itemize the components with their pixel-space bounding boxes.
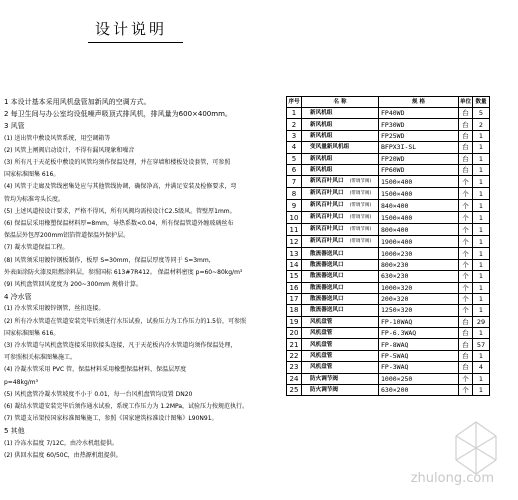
row-qty: 1 xyxy=(473,153,490,164)
table-row xyxy=(287,212,490,224)
row-unit: 台 xyxy=(459,108,473,119)
row-unit: 个 xyxy=(459,385,473,396)
row-no: 1 xyxy=(287,108,302,119)
table-row xyxy=(287,305,490,316)
row-spec: 630×200 xyxy=(379,385,459,396)
row-name xyxy=(302,119,379,130)
row-qty: 1 xyxy=(473,328,490,339)
table-row xyxy=(287,224,490,236)
row-spec: FP-3WAQ xyxy=(379,362,459,373)
note-line: (2) 所有冷水管道在管道安装完毕后须进行水压试验，试验压力为工作压力的1.5倍，可参照 xyxy=(4,317,246,325)
row-qty: 1 xyxy=(473,200,490,212)
table-row xyxy=(287,236,490,248)
table-row xyxy=(287,362,490,373)
table-row xyxy=(287,164,490,175)
table-row xyxy=(287,328,490,339)
row-name-text: 新风机组 xyxy=(310,110,333,117)
row-no: 5 xyxy=(287,153,302,164)
table-row xyxy=(287,316,490,327)
note-line: (5) 上述风道按设计要求，严格不得风，所有风阀均需按设计C2.5级风。管壁厚1mm。 xyxy=(4,207,236,215)
row-qty: 1 xyxy=(473,164,490,175)
note-line: (6) 凝结水管道安装完毕后须作通水试验，系统工作压力为 1.2MPa，试验压力按规范执行。 xyxy=(4,403,249,410)
row-unit: 个 xyxy=(459,200,473,212)
row-name-text: 新风百叶风口 xyxy=(310,238,344,245)
row-unit: 台 xyxy=(459,119,473,130)
row-no: 14 xyxy=(287,259,302,270)
table-row xyxy=(287,130,490,141)
row-name xyxy=(302,153,379,164)
note-line: (2) 风管上闸阀启动设计，不得有漏风现象和噪音 xyxy=(4,146,135,154)
row-no: 23 xyxy=(287,362,302,373)
row-no: 20 xyxy=(287,328,302,339)
row-spec: FP60WD xyxy=(379,164,459,175)
row-spec: FP-6.3WAQ xyxy=(379,328,459,339)
note-line: (1) 冷冻水温度 7/12C，由冷水机组提供。 xyxy=(4,439,118,447)
row-name-text: 散流器送风口 xyxy=(310,296,344,303)
row-spec: 800×230 xyxy=(379,259,459,270)
table-row xyxy=(287,108,490,119)
row-no: 22 xyxy=(287,350,302,361)
row-spec: 1000×250 xyxy=(379,373,459,384)
row-qty: 1 xyxy=(473,236,490,248)
note-line: 管均为标准弯头长度。 xyxy=(4,195,65,203)
table-row xyxy=(287,119,490,130)
row-spec: FP-5WAQ xyxy=(379,350,459,361)
row-name xyxy=(302,142,379,153)
table-row xyxy=(287,373,490,384)
row-unit: 个 xyxy=(459,176,473,188)
row-unit: 个 xyxy=(459,188,473,200)
row-spec: 840×400 xyxy=(379,200,459,212)
row-name-text: 新风机组 xyxy=(310,132,333,139)
row-unit: 个 xyxy=(459,271,473,282)
row-name-text: 散流器送风口 xyxy=(310,307,344,314)
row-unit: 个 xyxy=(459,373,473,384)
row-qty: 1 xyxy=(473,142,490,153)
note-line: 2 每卫生间与办公室均设低噪声吸顶式排风机，排风量为600×400mm。 xyxy=(4,110,232,119)
row-name-text: 新风百叶风口 xyxy=(310,214,344,221)
row-unit: 台 xyxy=(459,130,473,141)
row-name-text: 防火调节阀 xyxy=(310,375,338,382)
row-qty: 1 xyxy=(473,259,490,270)
note-line: 5 其他 xyxy=(4,427,25,436)
row-no: 25 xyxy=(287,385,302,396)
table-row xyxy=(287,188,490,200)
row-name-note: (带调节阀) xyxy=(349,227,372,233)
row-spec: FP20WD xyxy=(379,153,459,164)
row-name xyxy=(302,108,379,119)
row-spec: 800×400 xyxy=(379,224,459,236)
row-qty: 29 xyxy=(473,316,490,327)
header-qty: 数量 xyxy=(473,97,490,108)
row-spec: 1250×320 xyxy=(379,305,459,316)
row-name-text: 新风百叶风口 xyxy=(310,190,344,197)
row-name xyxy=(302,373,379,384)
row-no: 3 xyxy=(287,130,302,141)
row-no: 17 xyxy=(287,293,302,304)
row-name-text: 风机盘管 xyxy=(310,341,333,348)
row-no: 7 xyxy=(287,176,302,188)
table-header-row xyxy=(287,97,490,108)
note-line: 保温层外包厚200mm铝箔管道保温外保护层。 xyxy=(4,232,130,240)
row-no: 19 xyxy=(287,316,302,327)
row-unit: 个 xyxy=(459,282,473,293)
row-name-text: 新风机组 xyxy=(310,167,333,174)
row-no: 13 xyxy=(287,248,302,259)
row-no: 21 xyxy=(287,339,302,350)
row-qty: 1 xyxy=(473,350,490,361)
row-name xyxy=(302,339,379,350)
row-spec: 1500×400 xyxy=(379,212,459,224)
row-no: 12 xyxy=(287,236,302,248)
row-name xyxy=(302,362,379,373)
row-name-note: (带调节阀) xyxy=(349,179,372,185)
row-name xyxy=(302,316,379,327)
watermark-text: zhulong.com xyxy=(410,471,494,486)
row-no: 24 xyxy=(287,373,302,384)
row-name-note: (带调节阀) xyxy=(349,215,372,221)
row-unit: 台 xyxy=(459,153,473,164)
row-qty: 1 xyxy=(473,373,490,384)
row-name-text: 散流器送风口 xyxy=(310,250,344,257)
row-unit: 台 xyxy=(459,142,473,153)
row-name-text: 新风机组 xyxy=(310,121,333,128)
note-line: 1 本设计基本采用风机盘管加新风的空调方式。 xyxy=(4,98,151,106)
row-qty: 1 xyxy=(473,130,490,141)
row-unit: 台 xyxy=(459,164,473,175)
row-name-text: 风机盘管 xyxy=(310,330,333,337)
row-qty: 57 xyxy=(473,339,490,350)
row-name-text: 风机盘管 xyxy=(310,353,333,360)
row-name xyxy=(302,248,379,259)
row-qty: 1 xyxy=(473,305,490,316)
table-row xyxy=(287,293,490,304)
row-qty: 1 xyxy=(473,282,490,293)
document-title: 设计说明 xyxy=(95,20,168,38)
note-line: 4 冷水管 xyxy=(4,293,32,302)
row-spec: 1500×400 xyxy=(379,188,459,200)
row-name-text: 新风百叶风口 xyxy=(310,226,344,233)
row-no: 4 xyxy=(287,142,302,153)
row-unit: 个 xyxy=(459,224,473,236)
row-spec: 1000×230 xyxy=(379,248,459,259)
row-qty: 1 xyxy=(473,188,490,200)
row-unit: 个 xyxy=(459,248,473,259)
row-name xyxy=(302,212,379,224)
table-row xyxy=(287,385,490,396)
row-no: 15 xyxy=(287,271,302,282)
row-name-note: (带调节阀) xyxy=(349,203,372,209)
note-line: (3) 所有凡于天花板中敷设的风管均须作保温处理，并在穿墙和楼板处设套管，可参照 xyxy=(4,159,231,166)
row-unit: 个 xyxy=(459,305,473,316)
row-name-text: 新风机组 xyxy=(310,155,333,162)
header-name: 名 称 xyxy=(302,97,379,108)
row-unit: 个 xyxy=(459,293,473,304)
row-spec: FP-10WAQ xyxy=(379,316,459,327)
row-spec: FP30WD xyxy=(379,119,459,130)
row-spec: 1000×320 xyxy=(379,282,459,293)
row-name xyxy=(302,328,379,339)
header-unit: 单位 xyxy=(459,97,473,108)
row-name xyxy=(302,164,379,175)
row-no: 16 xyxy=(287,282,302,293)
note-line: (9) 风机盘管回风宽度为 200~300mm 规格计算。 xyxy=(4,281,142,288)
row-no: 9 xyxy=(287,200,302,212)
row-unit: 个 xyxy=(459,212,473,224)
row-name-text: 散流器送风口 xyxy=(310,261,344,268)
row-qty: 1 xyxy=(473,293,490,304)
row-name xyxy=(302,176,379,188)
note-line: p=48kg/m³ xyxy=(4,378,39,386)
row-qty: 5 xyxy=(473,108,490,119)
row-name-text: 风机盘管 xyxy=(310,364,333,371)
row-spec: FP25WD xyxy=(379,130,459,141)
title-underline xyxy=(88,42,183,43)
row-name xyxy=(302,200,379,212)
row-name xyxy=(302,305,379,316)
row-name xyxy=(302,236,379,248)
row-name xyxy=(302,271,379,282)
note-line: (2) 供回水温度 60/50C，由热源机组提供。 xyxy=(4,451,122,459)
row-name xyxy=(302,188,379,200)
row-spec: 200×320 xyxy=(379,293,459,304)
note-line: 国家标准图集 616。 xyxy=(4,171,60,179)
table-row xyxy=(287,259,490,270)
row-name-text: 散流器送风口 xyxy=(310,284,344,291)
row-qty: 1 xyxy=(473,248,490,259)
note-line: 外表面涂防火漆及阻燃涂料层，参照国标 613#7R412。 保温材料密度 p=60~80kg/m³ xyxy=(4,268,243,276)
row-qty: 1 xyxy=(473,271,490,282)
table-row xyxy=(287,176,490,188)
row-no: 2 xyxy=(287,119,302,130)
row-unit: 台 xyxy=(459,339,473,350)
row-spec: BFPX3I-SL xyxy=(379,142,459,153)
row-name xyxy=(302,293,379,304)
table-row xyxy=(287,200,490,212)
row-spec: 630×230 xyxy=(379,271,459,282)
header-spec: 规 格 xyxy=(379,97,459,108)
row-name xyxy=(302,130,379,141)
note-line: (3) 冷水管道与风机盘管连接采用软接头连接，凡于天花板内冷水管道均须作保温处理， xyxy=(4,342,237,349)
note-line: (6) 保温层采用橡塑保温材料厚=8mm，导热系数<0.04，所有保温管道外缠玻璃丝布 xyxy=(4,220,234,227)
row-qty: 4 xyxy=(473,362,490,373)
row-no: 10 xyxy=(287,212,302,224)
row-name-text: 防火调节阀 xyxy=(310,387,338,394)
note-line: (1) 冷水管采用镀锌钢管，丝扣连接。 xyxy=(4,305,105,313)
row-name xyxy=(302,282,379,293)
table-row xyxy=(287,282,490,293)
note-line: (4) 冷凝水管采用 PVC 管，保温材料采用橡塑保温材料，保温层厚度 xyxy=(4,366,187,374)
note-line: (1) 送出管中敷设风管系统，用空调箱等 xyxy=(4,134,111,142)
row-unit: 台 xyxy=(459,362,473,373)
row-unit: 台 xyxy=(459,316,473,327)
row-unit: 台 xyxy=(459,350,473,361)
note-line: 可参照相关标准图集施工。 xyxy=(4,354,77,362)
table-row xyxy=(287,339,490,350)
row-name-text: 新风百叶风口 xyxy=(310,202,344,209)
table-row xyxy=(287,153,490,164)
row-qty: 1 xyxy=(473,385,490,396)
row-qty: 2 xyxy=(473,119,490,130)
row-name xyxy=(302,350,379,361)
row-spec: FP-8WAQ xyxy=(379,339,459,350)
row-name-text: 风机盘管 xyxy=(310,318,333,325)
row-name xyxy=(302,259,379,270)
row-name-text: 散流器送风口 xyxy=(310,273,344,280)
row-qty: 1 xyxy=(473,176,490,188)
row-name-text: 新风百叶风口 xyxy=(310,178,344,185)
row-no: 18 xyxy=(287,305,302,316)
note-line: 国家标准图集 616。 xyxy=(4,329,60,337)
row-unit: 个 xyxy=(459,259,473,270)
table-row xyxy=(287,142,490,153)
equipment-table xyxy=(286,96,490,396)
table-row xyxy=(287,271,490,282)
row-name xyxy=(302,224,379,236)
row-spec: 1900×400 xyxy=(379,236,459,248)
row-spec: FP40WD xyxy=(379,108,459,119)
note-line: (7) 凝水管道保温工程。 xyxy=(4,244,69,252)
row-no: 8 xyxy=(287,188,302,200)
row-no: 11 xyxy=(287,224,302,236)
row-spec: 1500×400 xyxy=(379,176,459,188)
row-unit: 个 xyxy=(459,236,473,248)
row-qty: 1 xyxy=(473,212,490,224)
note-line: (8) 风管须采用镀锌钢板制作，板厚 S=30mm，保温层厚度等同于 S=3mm， xyxy=(4,256,215,264)
row-name-text: 变风量新风机组 xyxy=(310,144,350,151)
note-line: 3 风管 xyxy=(4,122,25,131)
table-row xyxy=(287,350,490,361)
row-name-note: (带调节阀) xyxy=(349,191,372,197)
note-line: (4) 风管于走廊及管线密集处应与其他管线协调，确保净高，并满足安装及检修要求，弯 xyxy=(4,183,237,191)
note-line: (5) 风机盘管冷凝水管坡度不小于 0.01，每一台风机盘管均设置 DN20 xyxy=(4,390,193,398)
row-qty: 1 xyxy=(473,224,490,236)
row-name xyxy=(302,385,379,396)
note-line: (7) 管道支吊架按国家标准图集施工，参照《国家建筑标准设计图集》L90N91。 xyxy=(4,415,218,423)
table-row xyxy=(287,248,490,259)
row-no: 6 xyxy=(287,164,302,175)
header-no: 序号 xyxy=(287,97,302,108)
row-name-note: (带调节阀) xyxy=(349,239,372,245)
row-unit: 台 xyxy=(459,328,473,339)
